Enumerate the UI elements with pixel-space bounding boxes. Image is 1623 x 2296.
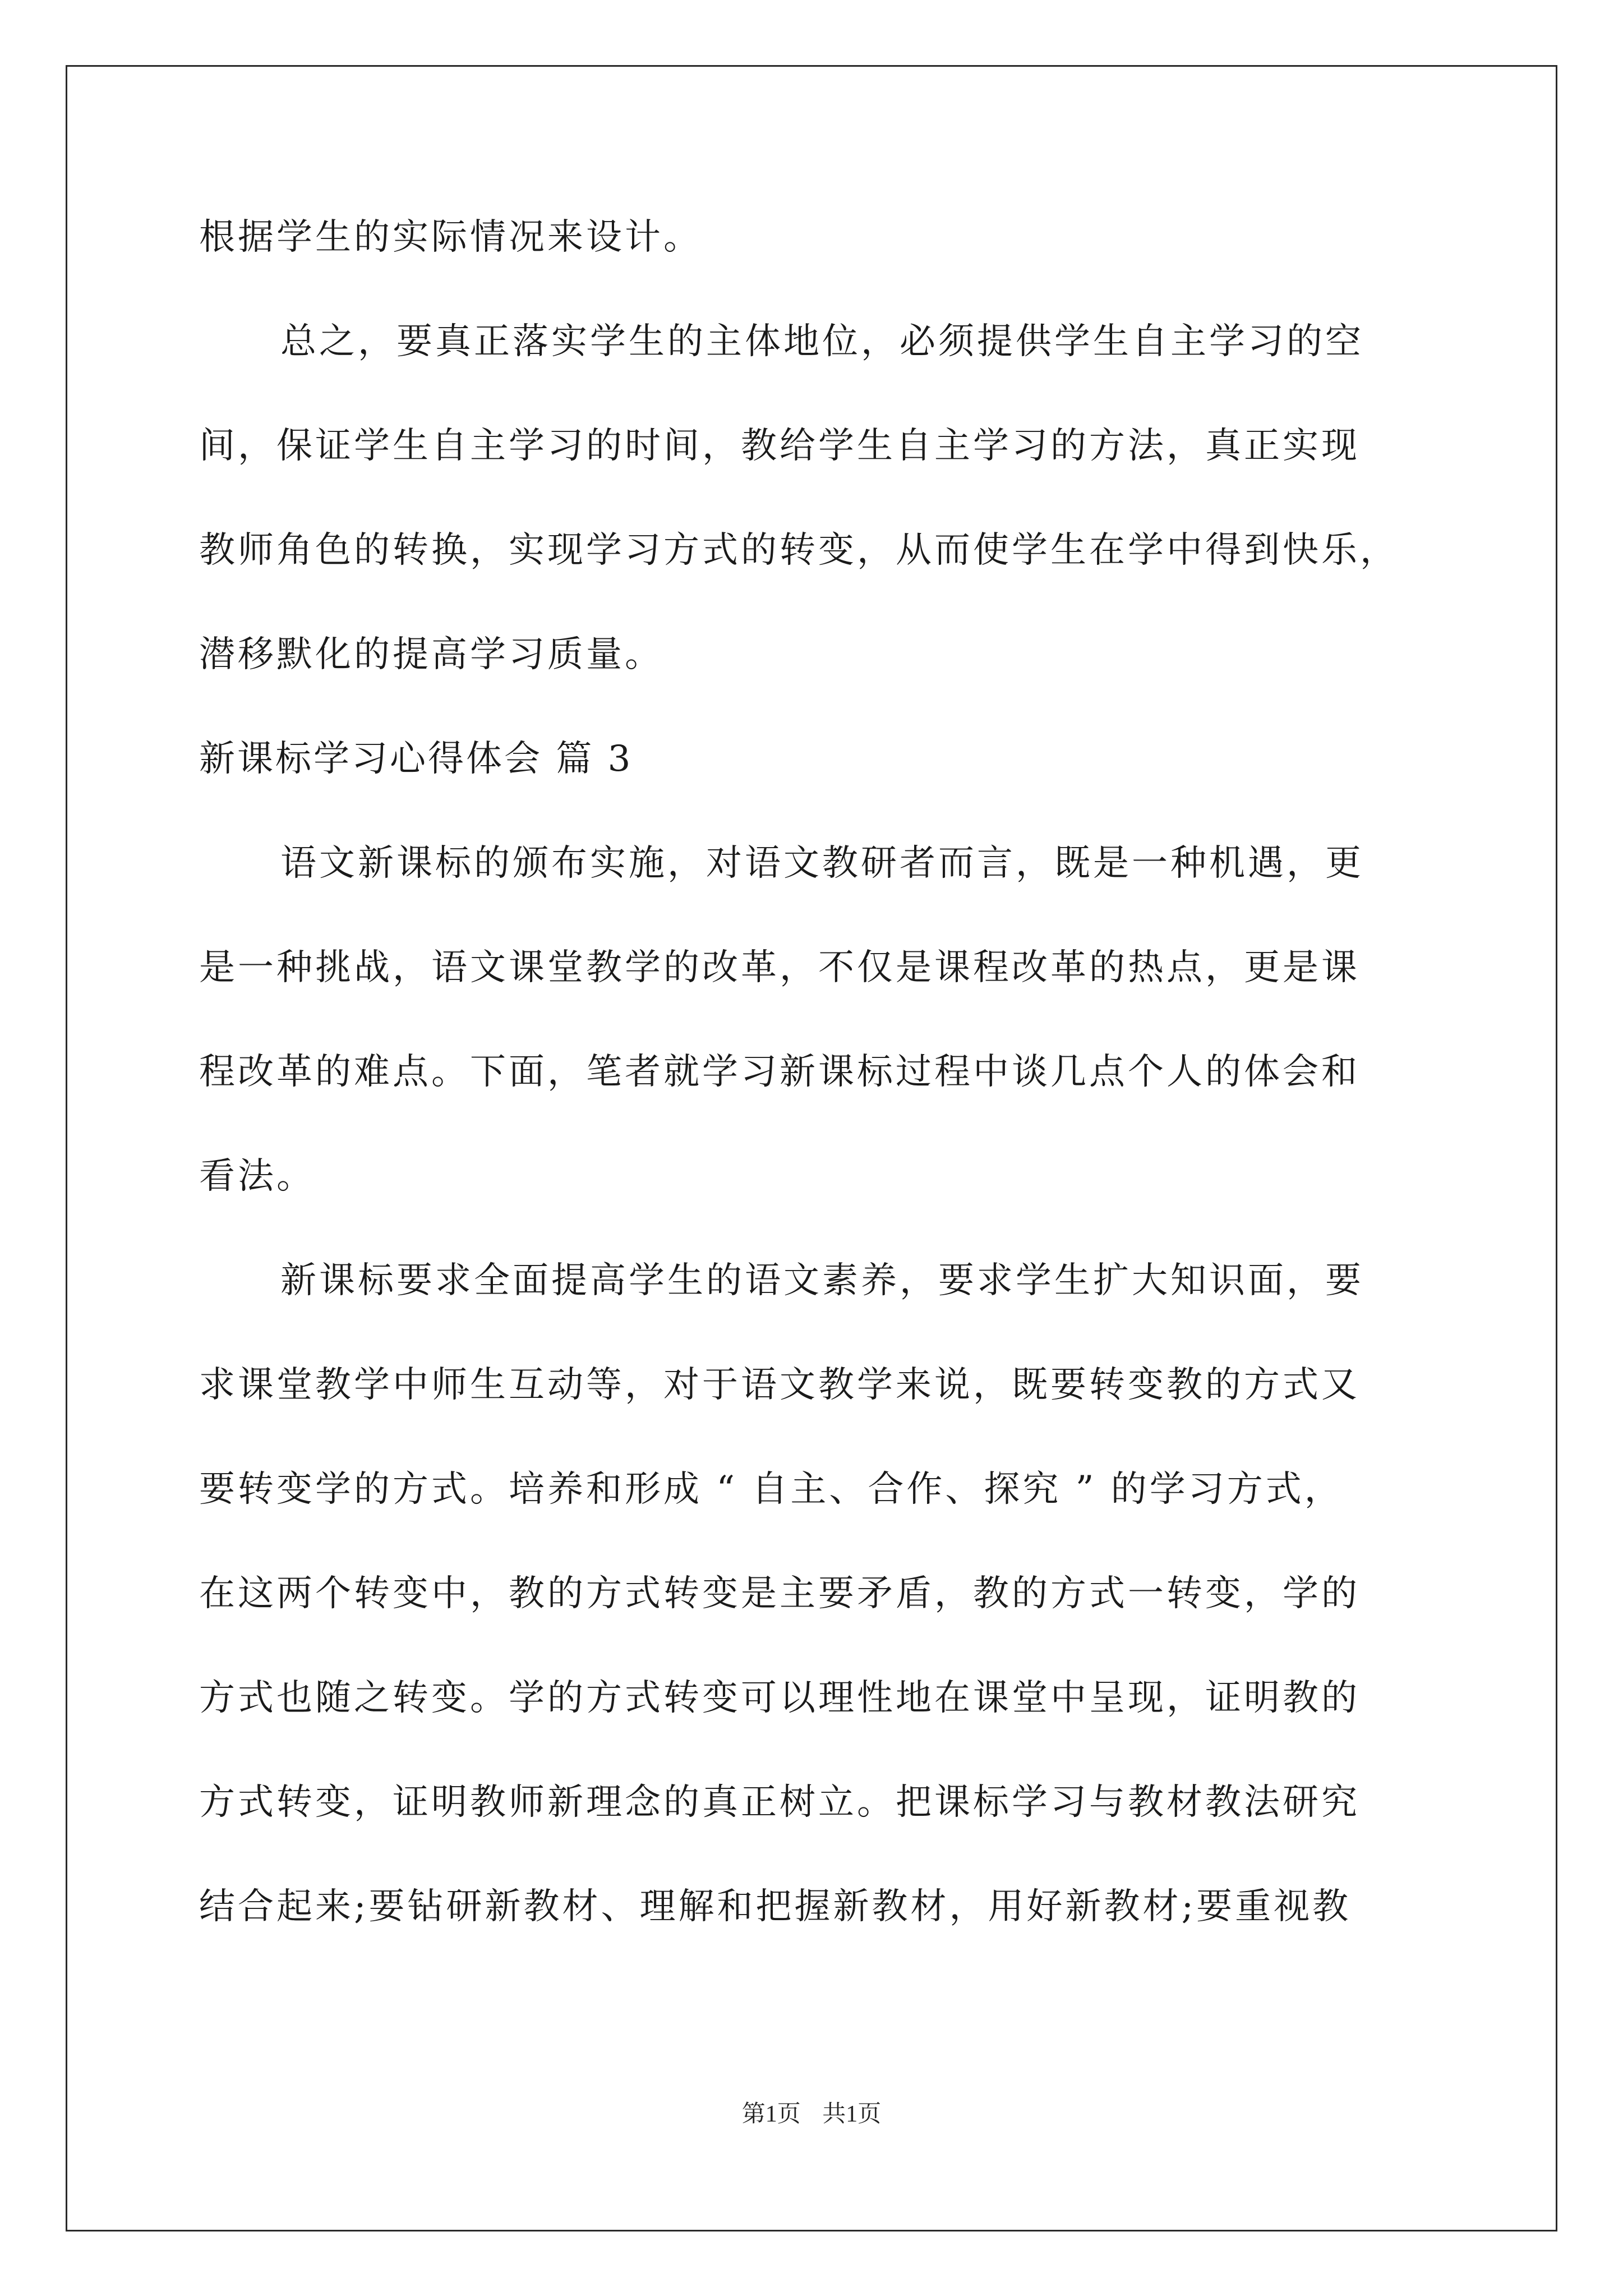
page-number-total: 共1页 — [822, 2101, 882, 2127]
text-line: 程改革的难点。下面，笔者就学习新课标过程中谈几点个人的体会和 — [199, 1051, 1360, 1093]
page-number-current: 第1页 — [741, 2101, 801, 2127]
document-body — [199, 185, 1467, 1959]
text-line: 求课堂教学中师生互动等，对于语文教学来说，既要转变教的方式又 — [199, 1364, 1360, 1406]
text-line: 在这两个转变中，教的方式转变是主要矛盾，教的方式一转变，学的 — [199, 1573, 1360, 1614]
page-footer — [0, 2095, 1623, 2129]
section-heading: 新课标学习心得体会 篇 3 — [199, 738, 633, 780]
text-line: 是一种挑战，语文课堂教学的改革，不仅是课程改革的热点，更是课 — [199, 947, 1360, 988]
text-line: 间，保证学生自主学习的时间，教给学生自主学习的方法，真正实现 — [199, 425, 1360, 467]
text-line: 潜移默化的提高学习质量。 — [199, 634, 663, 675]
text-line: 要转变学的方式。培养和形成 “ 自主、合作、探究 ” 的学习方式， — [199, 1469, 1343, 1510]
text-line: 教师角色的转换，实现学习方式的转变，从而使学生在学中得到快乐， — [199, 530, 1399, 571]
text-line: 新课标要求全面提高学生的语文素养，要求学生扩大知识面，要 — [280, 1260, 1364, 1301]
text-line: 根据学生的实际情况来设计。 — [199, 217, 702, 258]
text-line: 语文新课标的颁布实施，对语文教研者而言，既是一种机遇，更 — [280, 843, 1364, 884]
text-line: 看法。 — [199, 1156, 315, 1197]
text-line: 方式转变，证明教师新理念的真正树立。把课标学习与教材教法研究 — [199, 1782, 1360, 1823]
text-line: 方式也随之转变。学的方式转变可以理性地在课堂中呈现，证明教的 — [199, 1677, 1360, 1719]
text-line: 总之，要真正落实学生的主体地位，必须提供学生自主学习的空 — [280, 321, 1364, 362]
text-line: 结合起来;要钻研新教材、理解和把握新教材，用好新教材;要重视教 — [199, 1886, 1352, 1927]
